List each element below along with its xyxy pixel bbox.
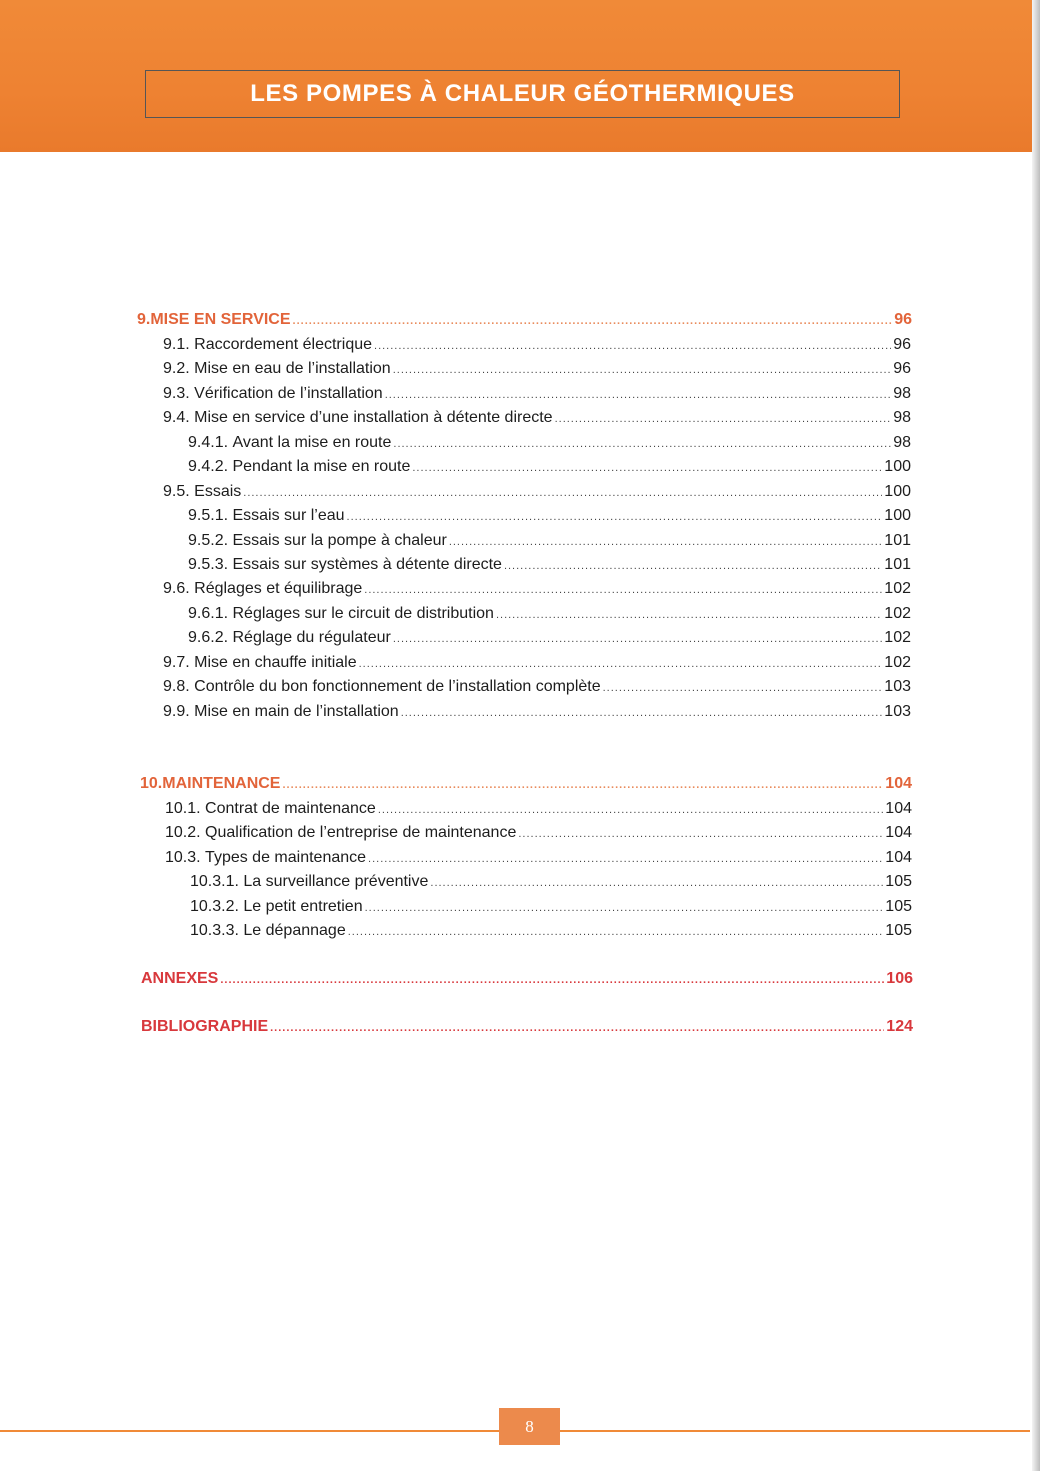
toc-entry-9-9[interactable] xyxy=(163,701,911,723)
toc-entry-9-7[interactable] xyxy=(163,652,911,674)
toc-entry-9-5-1[interactable] xyxy=(188,505,911,527)
toc-label: Essais sur la pompe à chaleur xyxy=(232,532,447,549)
toc-number: 9.4.1. xyxy=(188,434,229,451)
toc-page: 96 xyxy=(893,360,911,377)
toc-chapter-9[interactable] xyxy=(137,309,912,331)
toc-label: Types de maintenance xyxy=(205,849,367,866)
toc-leader xyxy=(378,799,883,821)
toc-number: 9.5.3. xyxy=(188,556,229,573)
toc-label: MAINTENANCE xyxy=(162,775,281,792)
toc-leader xyxy=(365,897,884,919)
toc-number: 10.3.2. xyxy=(190,898,239,915)
toc-label: Réglages sur le circuit de distribution xyxy=(232,605,494,622)
toc-page: 124 xyxy=(886,1018,913,1035)
toc-number: 9.1. xyxy=(163,336,190,353)
toc-entry-9-6-2[interactable] xyxy=(188,627,911,649)
page-number: 8 xyxy=(525,1416,534,1436)
toc-page: 96 xyxy=(893,336,911,353)
toc-label: Contrôle du bon fonctionnement de l’installation complète xyxy=(194,678,601,695)
toc-leader xyxy=(374,335,891,357)
toc-number: 9.5.2. xyxy=(188,532,229,549)
toc-page: 102 xyxy=(884,654,911,671)
toc-label: Essais sur systèmes à détente directe xyxy=(232,556,502,573)
page-number-badge xyxy=(499,1408,560,1445)
toc-label: Vérification de l’installation xyxy=(194,385,383,402)
toc-leader xyxy=(347,506,883,528)
toc-entry-9-2[interactable] xyxy=(163,358,911,380)
toc-leader xyxy=(270,1017,884,1039)
toc-label: BIBLIOGRAPHIE xyxy=(141,1018,269,1035)
toc-page: 102 xyxy=(884,605,911,622)
toc-leader xyxy=(393,628,882,650)
toc-page: 106 xyxy=(886,970,913,987)
toc-page: 98 xyxy=(893,434,911,451)
toc-entry-9-4-2[interactable] xyxy=(188,456,911,478)
toc-page: 100 xyxy=(884,483,911,500)
toc-leader xyxy=(412,457,882,479)
toc-entry-10-1[interactable] xyxy=(165,798,912,820)
toc-entry-10-3[interactable] xyxy=(165,847,912,869)
toc-entry-9-5[interactable] xyxy=(163,481,911,503)
toc-page: 101 xyxy=(884,556,911,573)
toc-label: Mise en chauffe initiale xyxy=(194,654,357,671)
toc-number: 9. xyxy=(137,311,151,328)
toc-leader xyxy=(282,774,883,796)
toc-entry-9-5-3[interactable] xyxy=(188,554,911,576)
toc-annexes[interactable] xyxy=(141,968,913,990)
toc-leader xyxy=(504,555,882,577)
toc-number: 9.9. xyxy=(163,703,190,720)
toc-label: Le dépannage xyxy=(243,922,346,939)
toc-entry-9-3[interactable] xyxy=(163,383,911,405)
toc-leader xyxy=(603,677,883,699)
toc-label: Pendant la mise en route xyxy=(232,458,411,475)
toc-page: 105 xyxy=(885,922,912,939)
toc-page: 104 xyxy=(885,775,912,792)
toc-leader xyxy=(368,848,883,870)
toc-number: 9.2. xyxy=(163,360,190,377)
toc-page: 101 xyxy=(884,532,911,549)
toc-label: Mise en main de l’installation xyxy=(194,703,399,720)
toc-label: Raccordement électrique xyxy=(194,336,373,353)
toc-leader xyxy=(348,921,884,943)
toc-entry-10-2[interactable] xyxy=(165,822,912,844)
toc-page: 104 xyxy=(885,849,912,866)
toc-entry-9-6-1[interactable] xyxy=(188,603,911,625)
toc-bibliographie[interactable] xyxy=(141,1016,913,1038)
toc-leader xyxy=(401,702,883,724)
toc-entry-9-1[interactable] xyxy=(163,334,911,356)
toc-number: 9.7. xyxy=(163,654,190,671)
header-banner xyxy=(0,0,1040,152)
toc-number: 9.8. xyxy=(163,678,190,695)
toc-label: Essais sur l’eau xyxy=(232,507,345,524)
toc-leader xyxy=(220,969,884,991)
toc-page: 103 xyxy=(884,703,911,720)
toc-number: 10.3.3. xyxy=(190,922,239,939)
toc-page: 105 xyxy=(885,898,912,915)
toc-entry-10-3-1[interactable] xyxy=(190,871,912,893)
toc-leader xyxy=(496,604,882,626)
toc-label: Mise en service d’une installation à détente directe xyxy=(194,409,553,426)
toc-leader xyxy=(385,384,892,406)
toc-page: 104 xyxy=(885,824,912,841)
toc-number: 10.2. xyxy=(165,824,201,841)
toc-number: 10.3.1. xyxy=(190,873,239,890)
toc-label: Le petit entretien xyxy=(243,898,363,915)
toc-number: 9.3. xyxy=(163,385,190,402)
toc-number: 9.6. xyxy=(163,580,190,597)
toc-number: 9.5. xyxy=(163,483,190,500)
toc-label: Réglage du régulateur xyxy=(232,629,391,646)
toc-number: 10.3. xyxy=(165,849,201,866)
toc-page: 98 xyxy=(893,409,911,426)
toc-leader xyxy=(243,482,882,504)
toc-number: 10.1. xyxy=(165,800,201,817)
toc-page: 102 xyxy=(884,580,911,597)
toc-label: La surveillance préventive xyxy=(243,873,429,890)
toc-leader xyxy=(449,531,882,553)
toc-page: 100 xyxy=(884,458,911,475)
toc-label: Avant la mise en route xyxy=(232,434,392,451)
toc-page: 96 xyxy=(894,311,912,328)
toc-label: Essais xyxy=(194,483,242,500)
toc-label: Contrat de maintenance xyxy=(205,800,376,817)
toc-label: Qualification de l’entreprise de maintenance xyxy=(205,824,517,841)
toc-label: Mise en eau de l’installation xyxy=(194,360,391,377)
toc-number: 9.5.1. xyxy=(188,507,229,524)
toc-number: 9.6.2. xyxy=(188,629,229,646)
toc-leader xyxy=(518,823,883,845)
toc-label: MISE EN SERVICE xyxy=(150,311,291,328)
toc-number: 10. xyxy=(140,775,163,792)
toc-page: 104 xyxy=(885,800,912,817)
toc-page: 105 xyxy=(885,873,912,890)
toc-leader xyxy=(555,408,892,430)
toc-leader xyxy=(393,433,891,455)
title-frame xyxy=(145,70,900,118)
toc-entry-9-6[interactable] xyxy=(163,578,911,600)
toc-entry-10-3-3[interactable] xyxy=(190,920,912,942)
toc-chapter-10[interactable] xyxy=(140,773,912,795)
toc-page: 103 xyxy=(884,678,911,695)
toc-leader xyxy=(393,359,892,381)
toc-entry-9-5-2[interactable] xyxy=(188,530,911,552)
toc-number: 9.4.2. xyxy=(188,458,229,475)
toc-leader xyxy=(430,872,883,894)
toc-entry-10-3-2[interactable] xyxy=(190,896,912,918)
toc-leader xyxy=(293,310,893,332)
toc-leader xyxy=(364,579,882,601)
toc-entry-9-4-1[interactable] xyxy=(188,432,911,454)
toc-number: 9.6.1. xyxy=(188,605,229,622)
toc-entry-9-8[interactable] xyxy=(163,676,911,698)
toc-page: 102 xyxy=(884,629,911,646)
toc-page: 100 xyxy=(884,507,911,524)
page-title: LES POMPES À CHALEUR GÉOTHERMIQUES xyxy=(250,80,795,107)
toc-number: 9.4. xyxy=(163,409,190,426)
toc-label: ANNEXES xyxy=(141,970,219,987)
toc-page: 98 xyxy=(893,385,911,402)
toc-leader xyxy=(359,653,883,675)
toc-label: Réglages et équilibrage xyxy=(194,580,363,597)
toc-entry-9-4[interactable] xyxy=(163,407,911,429)
